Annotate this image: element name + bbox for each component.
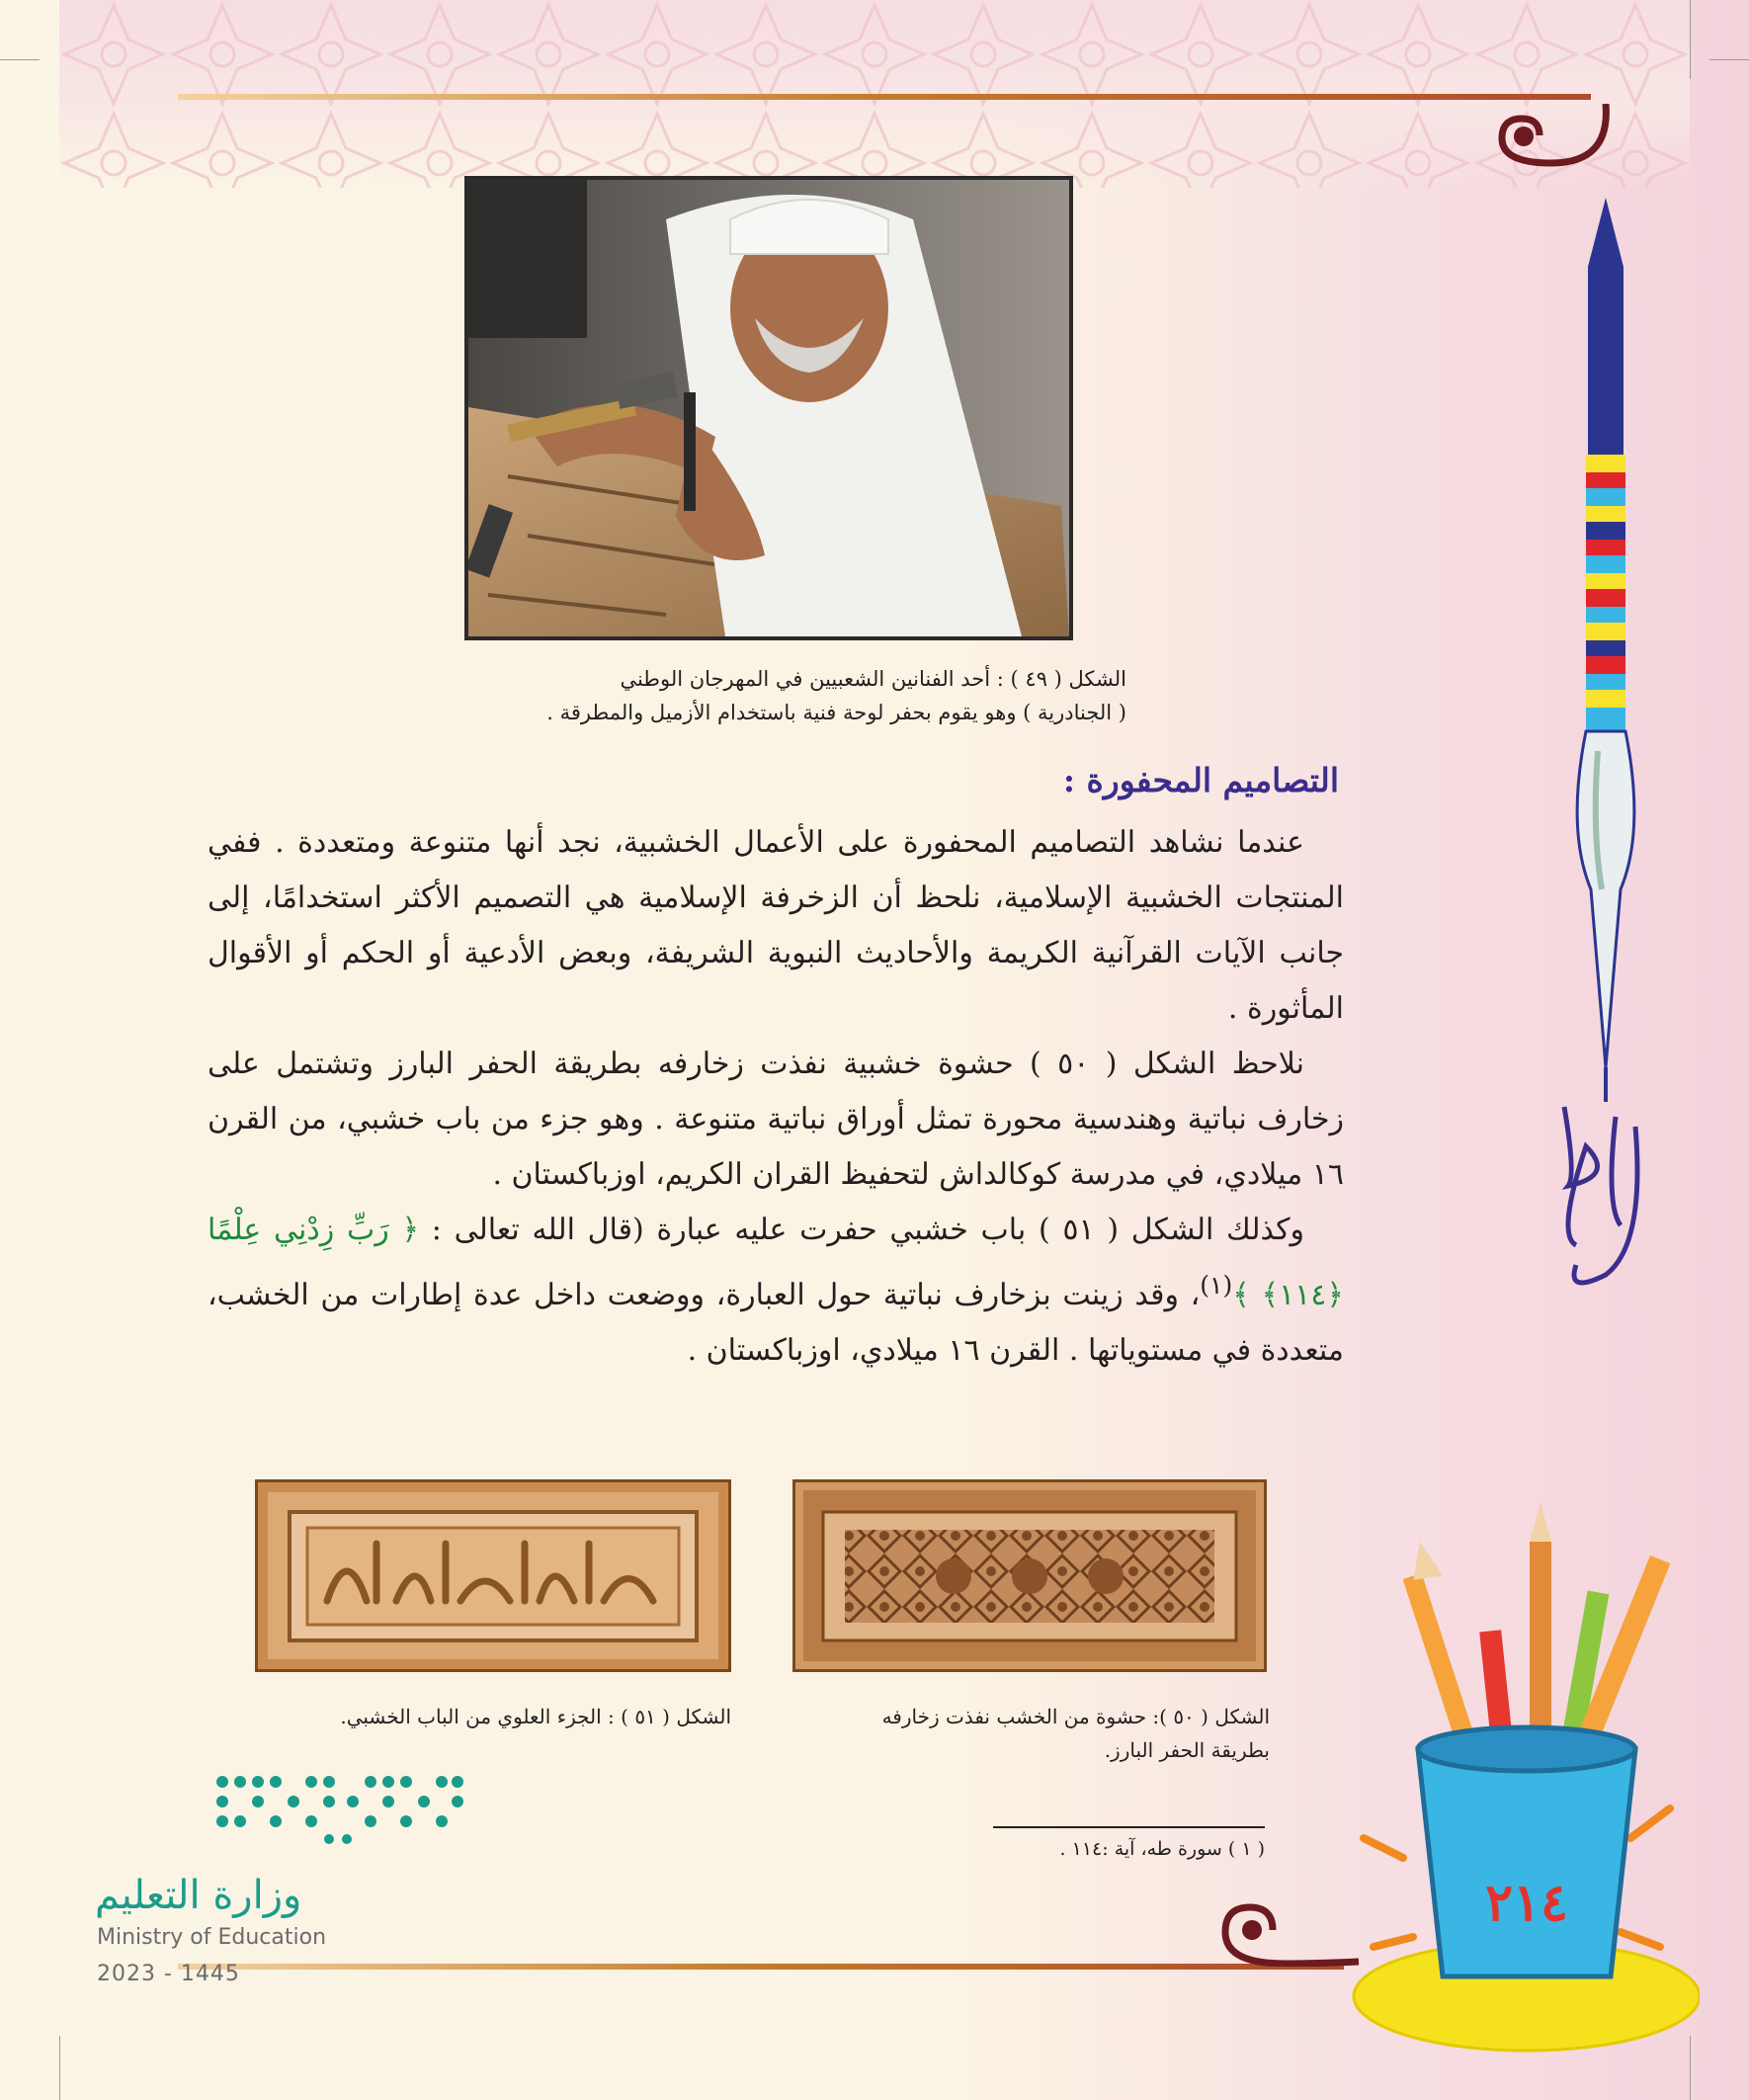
edition-year: 2023 - 1445 — [97, 1962, 240, 1986]
figure-51-caption: الشكل ( ٥١ ) : الجزء العلوي من الباب الخشبي. — [340, 1705, 731, 1728]
figure-50-photo — [792, 1479, 1267, 1672]
paragraph: عندما نشاهد التصاميم المحفورة على الأعمال الخشبية، نجد أنها متنوعة ومتعددة . ففي المنتجات الخشبية الإسلامية، نلحظ أن الزخرفة الإسلامية هي التصميم الأكثر استخدامًا، إلى جانب الآيات القرآنية الكريمة والأحاديث النبوية الشريفة، وبعض الأدعية أو الحكم أو الأقوال المأثورة . — [208, 825, 1344, 1026]
footnote-reference: (١) — [1200, 1271, 1233, 1300]
paragraph — [208, 1203, 1344, 1379]
trim-mark — [1690, 0, 1691, 79]
paragraph: نلاحظ الشكل ( ٥٠ ) حشوة خشبية نفذت زخارفه بطريقة الحفر البارز وتشتمل على زخارف نباتية وهندسية محورة تمثل أوراق نباتية متنوعة . وهو جزء من باب خشبي، من القرن ١٦ ميلادي، في مدرسة كوكالداش لتحفيظ القران الكريم، اوزباكستان . — [208, 1047, 1344, 1192]
ministry-name-english: Ministry of Education — [97, 1925, 327, 1950]
caption-line: الشكل ( ٤٩ ) : أحد الفنانين الشعبيين في المهرجان الوطني — [620, 667, 1126, 691]
trim-mark — [1709, 59, 1749, 60]
section-title: التصاميم المحفورة : — [1062, 761, 1339, 799]
paragraph-text: وكذلك الشكل ( ٥١ ) باب خشبي حفرت عليه عبارة (قال الله تعالى : — [419, 1213, 1304, 1247]
ministry-name-arabic: وزارة التعليم — [95, 1873, 302, 1918]
paragraph-text: ، وقد زينت بزخارف نباتية حول العبارة، ووضعت داخل عدة إطارات من الخشب، متعددة في مستوياتها . القرن ١٦ ميلادي، اوزباكستان . — [208, 1278, 1344, 1368]
pen-icon — [1546, 198, 1665, 1364]
caption-line: ( الجنادرية ) وهو يقوم بحفر لوحة فنية باستخدام الأزميل والمطرقة . — [546, 701, 1126, 724]
ministry-logo-icon — [212, 1772, 464, 1846]
figure-50-caption — [791, 1700, 1270, 1767]
quran-verse: ﴿ رَبِّ زِدْنِي عِلْمًا ﴿١١٤﴾ ﴾ — [208, 1213, 1344, 1312]
footnote-divider — [993, 1826, 1265, 1828]
trim-mark — [0, 59, 40, 60]
body-text — [208, 815, 1344, 1379]
figure-49-photo — [464, 176, 1073, 640]
trim-mark — [59, 2036, 60, 2100]
page-number: ٢١٤ — [1485, 1873, 1568, 1933]
ornament-scroll-icon — [1462, 104, 1611, 188]
pencil-cup-icon — [1344, 1482, 1700, 2056]
top-border-rule — [178, 94, 1591, 100]
figure-49-caption — [435, 662, 1126, 729]
ornament-scroll-icon — [1196, 1883, 1364, 1967]
caption-line: بطريقة الحفر البارز. — [1104, 1738, 1270, 1762]
footnote: ( ١ ) سورة طه، آية :١١٤ . — [1059, 1838, 1265, 1860]
figure-51-photo — [255, 1479, 731, 1672]
caption-line: الشكل ( ٥٠ ): حشوة من الخشب نفذت زخارفه — [881, 1705, 1270, 1728]
bottom-border-rule — [178, 1964, 1344, 1970]
